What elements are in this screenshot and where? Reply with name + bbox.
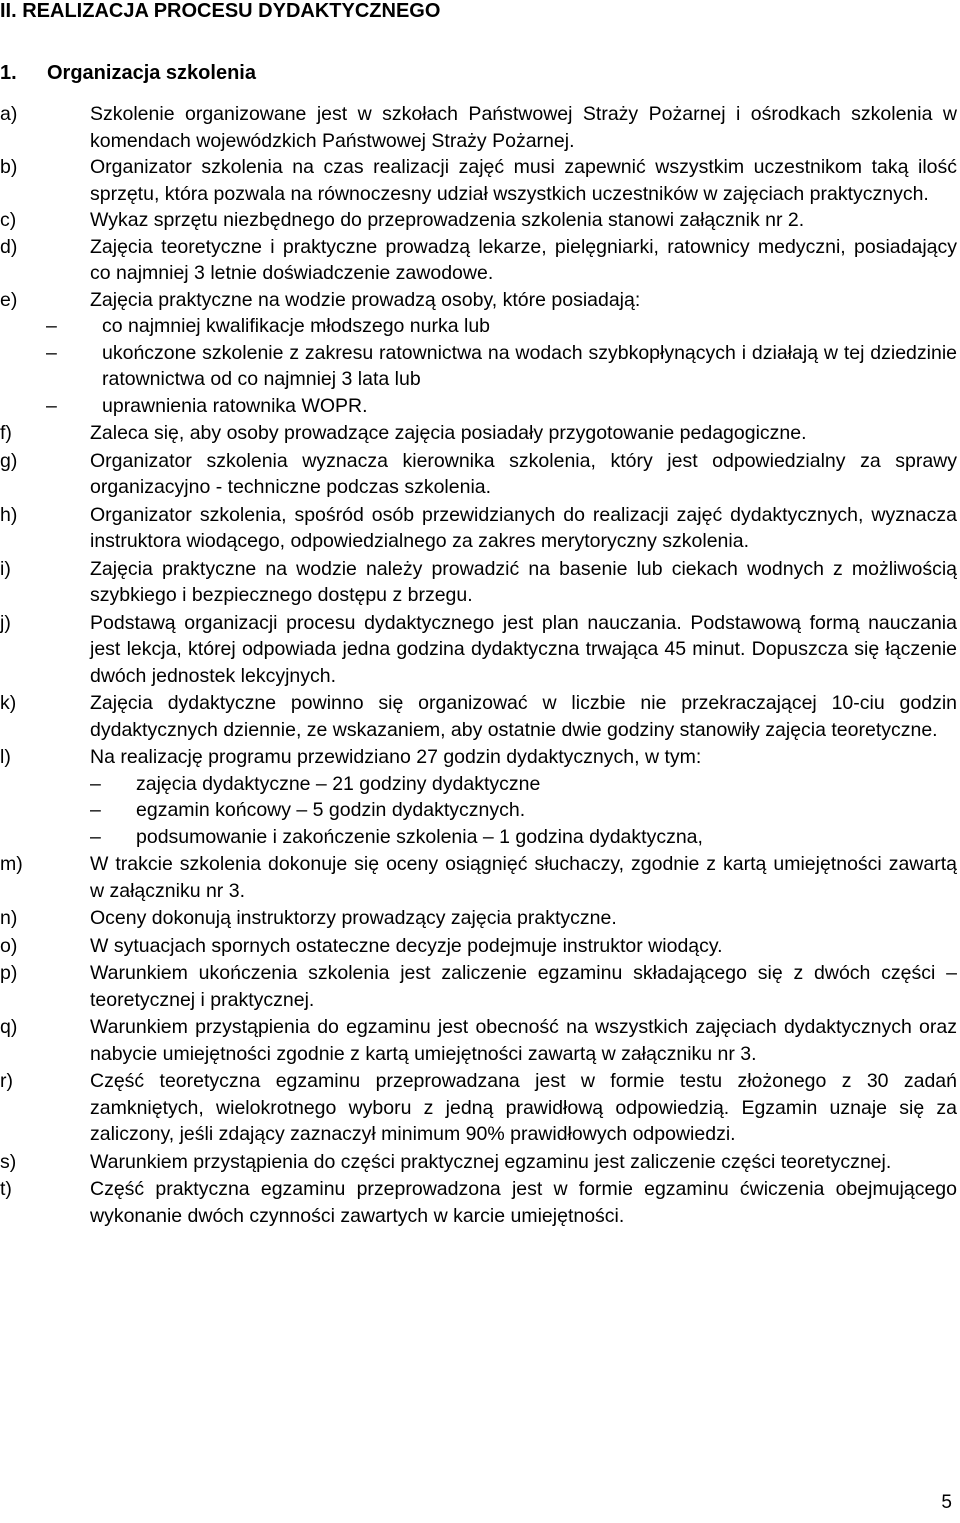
list-item: [0, 448, 957, 501]
list-item: [0, 154, 957, 207]
list-item-text: Organizator szkolenia wyznacza kierownika szkolenia, który jest odpowiedzialny za sprawy organizacyjno - techniczne podczas szkolenia.: [90, 449, 957, 498]
list-item: [0, 1068, 957, 1148]
list-item: [0, 420, 957, 447]
list-item-text: Zajęcia praktyczne na wodzie należy prowadzić na basenie lub ciekach wodnych z możliwością szybkiego i bezpiecznego dostępu z brzegu.: [90, 557, 957, 606]
dash-bullet-icon: –: [90, 772, 101, 795]
list-item-marker: t): [0, 1178, 12, 1200]
sub-list: [46, 313, 957, 419]
list-item-text: Szkolenie organizowane jest w szkołach Państwowej Straży Pożarnej i ośrodkach szkolenia w komendach wojewódzkich Państwowej Straży Pożarnej.: [90, 103, 957, 152]
list-item-marker: n): [0, 907, 18, 929]
list-item-text: Zajęcia dydaktyczne powinno się organizować w liczbie nie przekraczającej 10-ciu godzin dydaktycznych dziennie, ze wskazaniem, aby ostatnie dwie godziny stanowiły zajęcia teoretyczne.: [90, 692, 957, 741]
sub-list-item: [90, 824, 957, 851]
sub-list-item: [0, 340, 957, 393]
list-item-marker: s): [0, 1150, 17, 1173]
section-heading: [0, 60, 256, 86]
list-item-text: Warunkiem przystąpienia do części praktycznej egzaminu jest zaliczenie części teoretycznej.: [90, 1150, 892, 1173]
list-item: [0, 960, 957, 1013]
section-number: 1.: [0, 62, 17, 84]
list-item-text: Część teoretyczna egzaminu przeprowadzana jest w formie testu złożonego z 30 zadań zamkniętych, wielokrotnego wyboru z jedną prawidłową odpowiedzią. Egzamin uznaje się za zaliczony, jeśli zdający zaznaczył minimum 90% prawidłowych odpowiedzi.: [90, 1070, 957, 1145]
list-item-text: Na realizację programu przewidziano 27 godzin dydaktycznych, w tym:: [90, 746, 702, 768]
list-item: [0, 1149, 957, 1176]
item-list: [0, 101, 957, 1229]
list-item-marker: i): [0, 557, 11, 580]
list-item-marker: a): [0, 103, 18, 125]
list-item-marker: g): [0, 449, 18, 472]
list-item-text: Podstawą organizacji procesu dydaktycznego jest plan nauczania. Podstawową formą nauczania jest lekcja, której odpowiada jedna godzina dydaktyczna trwająca 45 minut. Dopuszcza się łączenie dwóch jednostek lekcyjnych.: [90, 611, 957, 687]
chapter-title: II. REALIZACJA PROCESU DYDAKTYCZNEGO: [0, 0, 441, 22]
list-item-text: Wykaz sprzętu niezbędnego do przeprowadzenia szkolenia stanowi załącznik nr 2.: [90, 209, 805, 231]
dash-bullet-icon: –: [90, 799, 101, 821]
sub-list-item: [90, 797, 957, 824]
list-item-marker: m): [0, 853, 23, 875]
list-item: [0, 502, 957, 555]
section-title: Organizacja szkolenia: [47, 62, 256, 84]
list-item: [0, 690, 957, 743]
list-item-marker: e): [0, 288, 18, 311]
list-item-text: W trakcie szkolenia dokonuje się oceny osiągnięć słuchaczy, zgodnie z kartą umiejętności zawartą w załączniku nr 3.: [90, 853, 957, 902]
list-item: [0, 1176, 957, 1229]
list-item-marker: h): [0, 503, 18, 526]
sub-list-item: [0, 393, 957, 420]
sub-list-item: [90, 771, 957, 798]
sub-list-item-text: uprawnienia ratownika WOPR.: [102, 394, 368, 417]
list-item-marker: o): [0, 934, 18, 957]
list-item: [0, 234, 957, 287]
dash-bullet-icon: –: [90, 825, 101, 848]
list-item-text: Zaleca się, aby osoby prowadzące zajęcia posiadały przygotowanie pedagogiczne.: [90, 422, 807, 444]
sub-list-item-text: podsumowanie i zakończenie szkolenia – 1 godzina dydaktyczna,: [136, 825, 703, 848]
list-item-text: Zajęcia praktyczne na wodzie prowadzą osoby, które posiadają:: [90, 288, 641, 311]
list-item-marker: c): [0, 209, 17, 231]
sub-list-item-text: zajęcia dydaktyczne – 21 godziny dydaktyczne: [136, 772, 541, 795]
list-item: [0, 101, 957, 154]
list-item: [0, 744, 957, 850]
list-item-text: Zajęcia teoretyczne i praktyczne prowadzą lekarze, pielęgniarki, ratownicy medyczni, posiadający co najmniej 3 letnie doświadczenie zawodowe.: [90, 235, 957, 284]
list-item-marker: k): [0, 692, 17, 714]
sub-list-item-text: egzamin końcowy – 5 godzin dydaktycznych.: [136, 799, 526, 821]
list-item-marker: b): [0, 156, 18, 178]
list-item: [0, 933, 957, 960]
sub-list-item-text: co najmniej kwalifikacje młodszego nurka lub: [102, 315, 491, 337]
list-item-marker: j): [0, 611, 11, 634]
list-item-marker: d): [0, 235, 18, 258]
list-item-text: Organizator szkolenia na czas realizacji zajęć musi zapewnić wszystkim uczestnikom taką ilość sprzętu, która pozwala na równoczesny udział wszystkich uczestników w zajęciach praktycznych.: [90, 156, 957, 205]
list-item-text: Warunkiem przystąpienia do egzaminu jest obecność na wszystkich zajęciach dydaktycznych oraz nabycie umiejętności zgodnie z kartą umiejętności zawartą w załączniku nr 3.: [90, 1016, 957, 1065]
sub-list-item: [0, 313, 957, 340]
list-item: [0, 556, 957, 609]
list-item-marker: l): [0, 746, 11, 768]
dash-bullet-icon: –: [46, 341, 57, 364]
list-item-text: Część praktyczna egzaminu przeprowadzona jest w formie egzaminu ćwiczenia obejmującego wykonanie dwóch czynności zawartych w karcie umiejętności.: [90, 1178, 957, 1227]
list-item-marker: p): [0, 962, 18, 984]
list-item-text: Organizator szkolenia, spośród osób przewidzianych do realizacji zajęć dydaktycznych, wyznacza instruktora wiodącego, odpowiedzialnego za zakres merytoryczny szkolenia.: [90, 503, 957, 552]
list-item: [0, 851, 957, 904]
page-number: 5: [941, 1492, 952, 1513]
dash-bullet-icon: –: [46, 394, 57, 417]
list-item: [0, 610, 957, 690]
list-item-marker: r): [0, 1070, 13, 1092]
sub-list: [90, 771, 957, 851]
sub-list-item-text: ukończone szkolenie z zakresu ratownictwa na wodach szybkopłynących i działają w tej dziedzinie ratownictwa od co najmniej 3 lata lub: [102, 341, 957, 390]
list-item: [0, 207, 957, 234]
list-item: [0, 1014, 957, 1067]
list-item: [0, 287, 957, 420]
dash-bullet-icon: –: [46, 315, 57, 337]
list-item-text: W sytuacjach spornych ostateczne decyzje podejmuje instruktor wiodący.: [90, 934, 723, 957]
list-item-marker: f): [0, 422, 12, 444]
list-item: [0, 905, 957, 932]
list-item-text: Warunkiem ukończenia szkolenia jest zaliczenie egzaminu składającego się z dwóch części – teoretycznej i praktycznej.: [90, 962, 957, 1011]
list-item-text: Oceny dokonują instruktorzy prowadzący zajęcia praktyczne.: [90, 907, 617, 929]
list-item-marker: q): [0, 1016, 18, 1038]
